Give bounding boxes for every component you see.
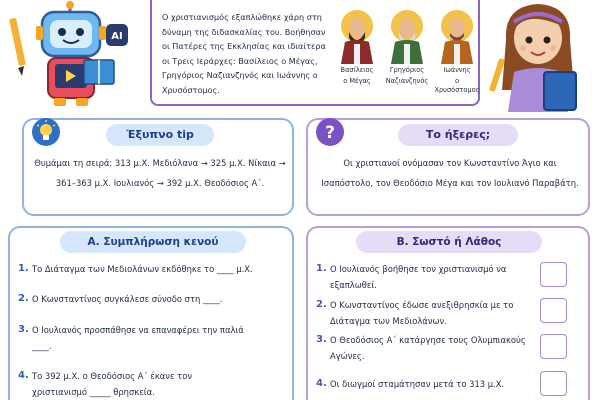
intro-text: Ο χριστιανισμός εξαπλώθηκε χάρη στη δύναμη της διδασκαλίας του. Βοήθησαν οι Πατέρες της Εκκλησίας και ιδιαίτερα οι Τρεις Ιεράρχες: Βασίλειος ο Μέγας, Γρηγόριος Ναζιανζηνός και Ιωάννης ο Χρυσόστομος. — [162, 12, 326, 95]
question-text[interactable]: Το Διάταγμα των Μεδιολάνων εκδόθηκε το ____ μ.Χ. — [32, 264, 253, 274]
fill-in-the-blank-title: Α. Συμπλήρωση κενού — [60, 231, 246, 253]
question-text: Ο Θεοδόσιος Α΄ κατάργησε τους Ολυμπιακούς Αγώνες. — [330, 335, 526, 361]
saint-name-basil-2: ο Μέγας — [343, 77, 371, 85]
did-you-know-card — [306, 118, 590, 216]
saint-name-basil-1: Βασίλειος — [340, 66, 374, 74]
saint-name-john-2: ο Χρυσόστομος — [434, 77, 480, 94]
list-item — [18, 261, 286, 277]
icon-portrait-basil — [337, 8, 377, 64]
pencil-icon — [9, 18, 26, 76]
list-item — [316, 261, 536, 293]
saint-basil — [334, 8, 380, 86]
smart-tip-title: Έξυπνο tip — [106, 124, 214, 146]
question-mark-icon — [316, 118, 344, 146]
question-number: 3. — [316, 334, 327, 345]
question-number: 4. — [316, 378, 327, 389]
svg-text:?: ? — [325, 123, 335, 143]
student-girl-illustration — [478, 0, 598, 112]
icon-portrait-gregory — [387, 8, 427, 64]
question-text: Ο Ιουλιανός βοήθησε τον χριστιανισμό να εξαπλωθεί. — [330, 264, 507, 290]
list-item — [18, 368, 246, 400]
question-text[interactable]: Το 392 μ.Χ. ο Θεοδόσιος Α΄ έκανε τον χριστιανισμό _____ θρησκεία. — [32, 371, 192, 397]
true-false-title: Β. Σωστό ή Λάθος — [356, 231, 542, 253]
saint-name-gregory-1: Γρηγόριος — [389, 66, 425, 74]
saint-john — [434, 8, 480, 95]
answer-checkbox[interactable] — [540, 371, 567, 396]
saint-name-gregory-2: Ναζιανζηνός — [385, 77, 429, 85]
question-number: 3. — [18, 324, 29, 335]
answer-checkbox[interactable] — [540, 298, 567, 323]
list-item — [316, 376, 536, 392]
question-text: Ο Κωνσταντίνος έδωσε ανεξιθρησκία με το Διάταγμα των Μεδιολάνων. — [330, 300, 514, 326]
question-text[interactable]: Ο Ιουλιανός προσπάθησε να επαναφέρει την παλιά ____. — [32, 325, 244, 351]
saint-gregory — [384, 8, 430, 86]
question-text[interactable]: Ο Κωνσταντίνος συγκάλεσε σύνοδο στη ____. — [32, 294, 223, 304]
true-false-section — [306, 226, 590, 400]
intro-panel — [150, 0, 480, 106]
question-number: 1. — [316, 263, 327, 274]
did-you-know-title: Το ήξερες; — [398, 124, 518, 146]
smart-tip-text: Θυμάμαι τη σειρά: 313 μ.Χ. Μεδιόλανα → 325 μ.Χ. Νίκαια → 361–363 μ.Χ. Ιουλιανός → 392 μ.Χ. Θεοδόσιος Α΄. — [34, 158, 286, 188]
question-number: 1. — [18, 263, 29, 274]
question-text: Οι διωγμοί σταμάτησαν μετά το 313 μ.Χ. — [330, 379, 505, 389]
question-number: 4. — [18, 370, 29, 381]
did-you-know-text: Οι χριστιανοί ονόμασαν τον Κωνσταντίνο Άγιο και Ισαπόστολο, τον Θεοδόσιο Μέγα και τον Ιουλιανό Παραβάτη. — [321, 158, 579, 188]
saint-name-john-1: Ιωάννης — [443, 66, 471, 74]
fill-in-the-blank-section — [8, 226, 294, 400]
list-item — [18, 322, 246, 354]
list-item — [316, 297, 536, 329]
question-number: 2. — [316, 299, 327, 310]
list-item — [316, 332, 536, 364]
question-number: 2. — [18, 293, 29, 304]
lightbulb-icon — [32, 118, 60, 146]
ai-badge-text: AI — [111, 31, 123, 42]
icon-portrait-john — [437, 8, 477, 64]
list-item — [18, 291, 286, 307]
answer-checkbox[interactable] — [540, 262, 567, 287]
robot-mascot-illustration — [8, 0, 136, 108]
smart-tip-card — [22, 118, 294, 216]
answer-checkbox[interactable] — [540, 334, 567, 359]
